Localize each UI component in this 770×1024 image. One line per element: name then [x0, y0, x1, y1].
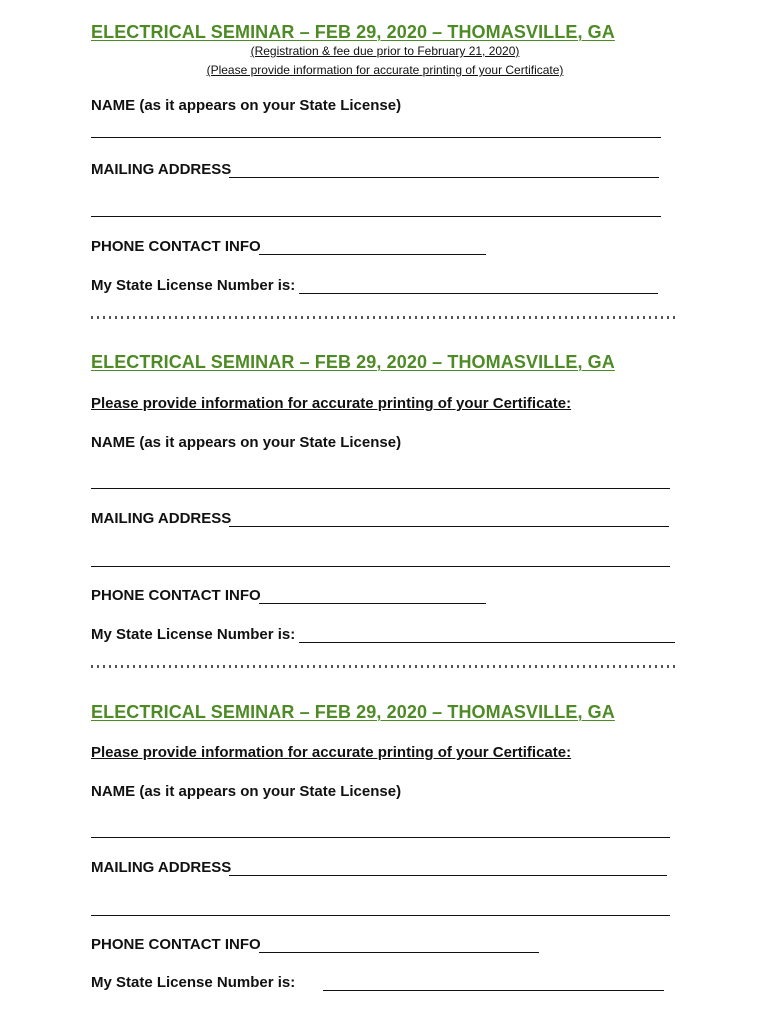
section-1-phone-line[interactable]	[259, 254, 486, 255]
section-1-name-label: NAME (as it appears on your State License)	[91, 97, 402, 114]
section-1-address-label: MAILING ADDRESS	[91, 161, 232, 178]
section-2-address-line[interactable]	[229, 526, 669, 527]
section-2-address-label: MAILING ADDRESS	[91, 510, 232, 527]
section-2-address-line-2[interactable]	[91, 566, 670, 567]
section-3-phone-line[interactable]	[259, 952, 539, 953]
section-1-name-line[interactable]	[91, 137, 661, 138]
section-1-phone-label: PHONE CONTACT INFO	[91, 238, 261, 255]
section-2-instruction: Please provide information for accurate printing of your Certificate:	[91, 395, 572, 412]
section-2-name-line[interactable]	[91, 488, 670, 489]
section-1-address-line-2[interactable]	[91, 216, 661, 217]
section-2-license-label: My State License Number is:	[91, 626, 296, 643]
section-3-address-line[interactable]	[229, 875, 667, 876]
section-3-license-label: My State License Number is:	[91, 974, 296, 991]
section-3-name-label: NAME (as it appears on your State License)	[91, 783, 402, 800]
section-3-title: ELECTRICAL SEMINAR – FEB 29, 2020 – THOMASVILLE, GA	[91, 702, 615, 722]
section-3-name-line[interactable]	[91, 837, 670, 838]
section-3-instruction: Please provide information for accurate printing of your Certificate:	[91, 744, 572, 761]
section-1-certificate-note: (Please provide information for accurate printing of your Certificate)	[206, 63, 564, 77]
section-3-license-line[interactable]	[323, 990, 664, 991]
section-2-title: ELECTRICAL SEMINAR – FEB 29, 2020 – THOMASVILLE, GA	[91, 352, 615, 372]
section-1-title: ELECTRICAL SEMINAR – FEB 29, 2020 – THOMASVILLE, GA	[91, 22, 615, 42]
section-1-address-line[interactable]	[229, 177, 659, 178]
cut-line-separator-1	[91, 316, 679, 319]
cut-line-separator-2	[91, 665, 679, 668]
section-3-address-label: MAILING ADDRESS	[91, 859, 232, 876]
section-3-phone-label: PHONE CONTACT INFO	[91, 936, 261, 953]
section-2-phone-label: PHONE CONTACT INFO	[91, 587, 261, 604]
section-1-license-line[interactable]	[299, 293, 658, 294]
section-2-name-label: NAME (as it appears on your State License)	[91, 434, 402, 451]
section-2-phone-line[interactable]	[259, 603, 486, 604]
section-1-license-label: My State License Number is:	[91, 277, 296, 294]
section-3-address-line-2[interactable]	[91, 915, 670, 916]
section-1-fee-note: (Registration & fee due prior to February 21, 2020)	[250, 44, 520, 58]
section-2-license-line[interactable]	[299, 642, 675, 643]
